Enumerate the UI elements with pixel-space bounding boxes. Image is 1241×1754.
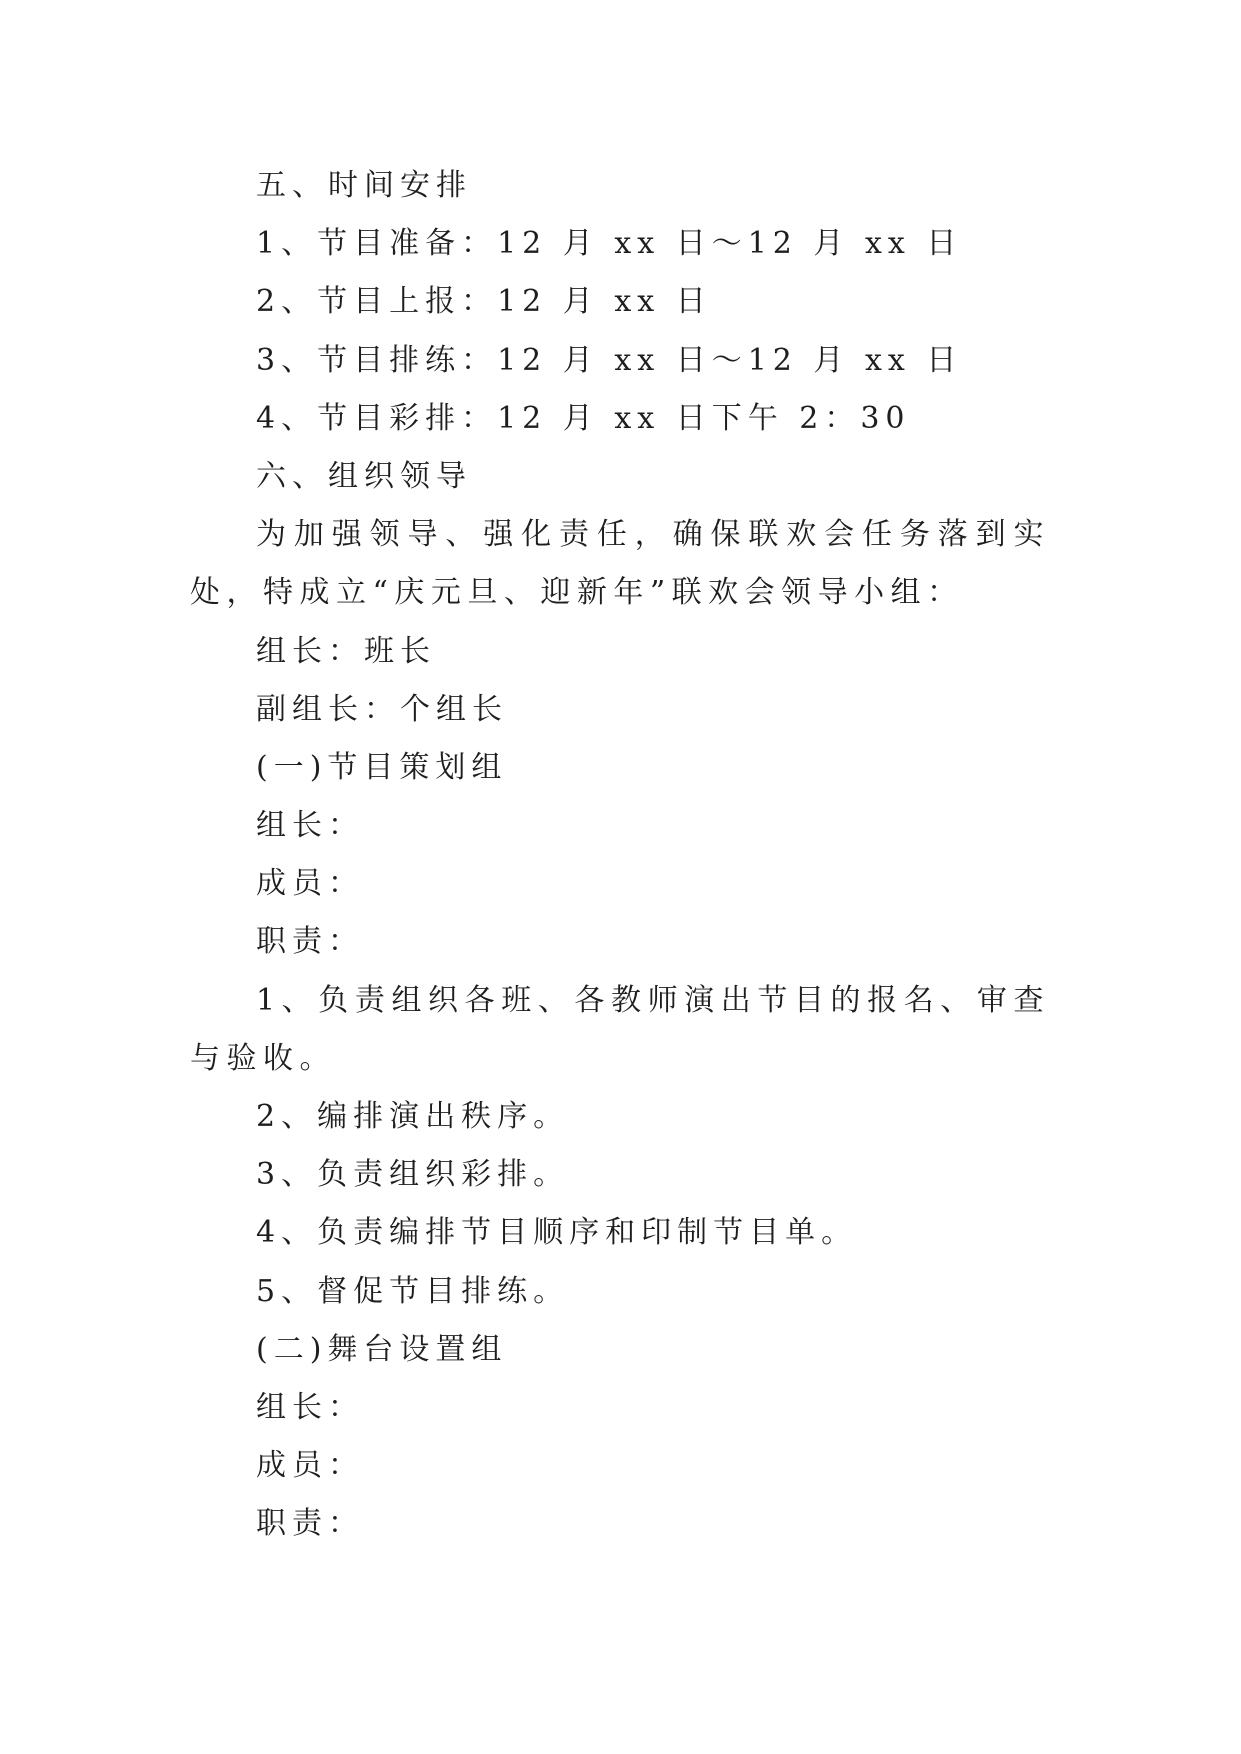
stage-group-leader-line: 组长： [256,1390,364,1425]
group-members-line: 成员： [256,866,364,902]
duty-item-5: 5、督促节目排练。 [256,1273,570,1309]
section-heading-schedule: 五、时间安排 [256,168,472,203]
duty-item-1: 1、负责组织各班、各教师演出节目的报名、审查与验收。 [190,982,1050,1076]
leader-line: 组长：班长 [256,633,436,669]
deputy-leader-line: 副组长：个组长 [256,691,508,727]
schedule-item-4: 4、节目彩排：12 月 xx 日下午 2：30 [256,400,911,436]
section-heading-organization: 六、组织领导 [256,458,472,494]
duty-item-4: 4、负责编排节目顺序和印制节目单。 [256,1215,858,1251]
stage-group-members-line: 成员： [256,1448,364,1484]
stage-group-duties-line: 职责： [256,1506,364,1542]
group-leader-line: 组长： [256,808,364,844]
subsection-heading-stage-setup: (二)舞台设置组 [256,1331,508,1367]
schedule-item-3: 3、节目排练：12 月 xx 日～12 月 xx 日 [256,342,963,378]
document-body [190,157,1050,1554]
duty-item-2: 2、编排演出秩序。 [256,1099,570,1135]
duty-item-3: 3、负责组织彩排。 [256,1157,570,1193]
organization-paragraph: 为加强领导、强化责任，确保联欢会任务落到实处，特成立“庆元旦、迎新年”联欢会领导小组： [190,517,1050,611]
subsection-heading-program-planning: (一)节目策划组 [256,749,508,785]
schedule-item-2: 2、节目上报：12 月 xx 日 [256,284,712,320]
schedule-item-1: 1、节目准备：12 月 xx 日～12 月 xx 日 [256,226,963,262]
group-duties-line: 职责： [256,924,364,960]
